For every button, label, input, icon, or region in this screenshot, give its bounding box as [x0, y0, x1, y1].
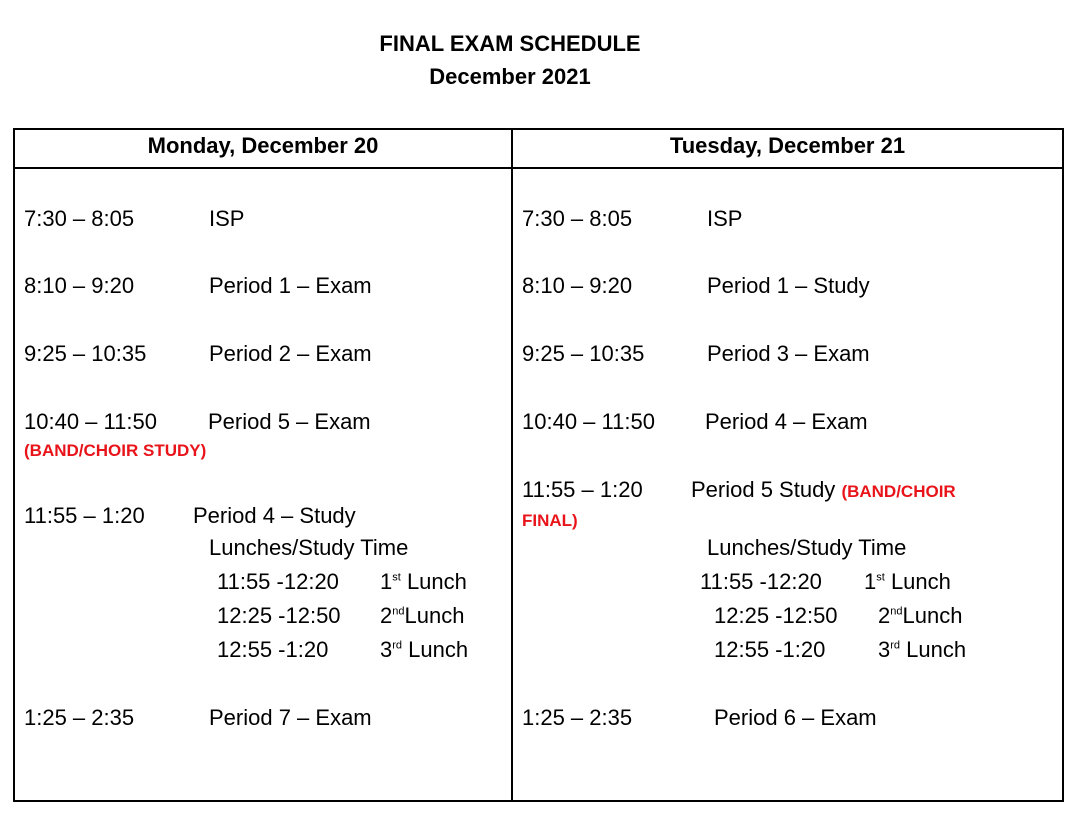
- monday-time: 11:55 – 1:20: [24, 503, 145, 528]
- monday-header: Monday, December 20: [147, 133, 379, 158]
- tuesday-period: Period 6 – Exam: [714, 705, 877, 730]
- monday-time: 9:25 – 10:35: [24, 341, 147, 366]
- header-divider: [15, 167, 1062, 169]
- monday-period: Period 7 – Exam: [209, 705, 372, 730]
- tuesday-time: 10:40 – 11:50: [522, 409, 655, 434]
- monday-time: 8:10 – 9:20: [24, 273, 135, 298]
- tuesday-period: Period 3 – Exam: [707, 341, 870, 366]
- tuesday-lunch-time: 11:55 -12:20: [700, 569, 822, 594]
- tuesday-time: 8:10 – 9:20: [522, 273, 633, 298]
- monday-lunch-time: 11:55 -12:20: [217, 569, 339, 594]
- tuesday-lunch-label: 1st Lunch: [864, 569, 951, 594]
- tuesday-time: 7:30 – 8:05: [522, 206, 633, 231]
- tuesday-lunch-time: 12:25 -12:50: [714, 603, 838, 628]
- tuesday-lunch-time: 12:55 -1:20: [714, 637, 826, 662]
- monday-lunch-label: 2ndLunch: [380, 603, 465, 628]
- monday-lunch-label: 3rd Lunch: [380, 637, 469, 662]
- monday-time: 7:30 – 8:05: [24, 206, 135, 231]
- tuesday-lunch-label: 2ndLunch: [878, 603, 963, 628]
- monday-time: 1:25 – 2:35: [24, 705, 135, 730]
- monday-band-note: (BAND/CHOIR STUDY): [24, 441, 207, 460]
- page-title: FINAL EXAM SCHEDULE: [379, 31, 641, 56]
- monday-period: Period 5 – Exam: [208, 409, 371, 434]
- column-divider: [511, 130, 513, 800]
- tuesday-time: 1:25 – 2:35: [522, 705, 633, 730]
- tuesday-time: 9:25 – 10:35: [522, 341, 645, 366]
- tuesday-time: 11:55 – 1:20: [522, 477, 643, 502]
- monday-lunch-label: 1st Lunch: [380, 569, 467, 594]
- tuesday-period: Period 1 – Study: [707, 273, 870, 298]
- monday-lunch-time: 12:25 -12:50: [217, 603, 341, 628]
- monday-period: Period 2 – Exam: [209, 341, 372, 366]
- monday-period: Period 4 – Study: [193, 503, 356, 528]
- tuesday-band-note-cont: FINAL): [522, 511, 578, 530]
- monday-lunch-heading: Lunches/Study Time: [209, 535, 409, 560]
- tuesday-period: Period 5 Study (BAND/CHOIR: [691, 477, 956, 502]
- page-subtitle: December 2021: [429, 64, 591, 89]
- tuesday-band-note: (BAND/CHOIR: [841, 482, 956, 501]
- schedule-table: [13, 128, 1064, 802]
- tuesday-period: ISP: [707, 206, 743, 231]
- tuesday-lunch-label: 3rd Lunch: [878, 637, 967, 662]
- monday-period: ISP: [209, 206, 245, 231]
- tuesday-period: Period 4 – Exam: [705, 409, 868, 434]
- tuesday-lunch-heading: Lunches/Study Time: [707, 535, 907, 560]
- monday-lunch-time: 12:55 -1:20: [217, 637, 329, 662]
- monday-time: 10:40 – 11:50: [24, 409, 157, 434]
- monday-period: Period 1 – Exam: [209, 273, 372, 298]
- tuesday-header: Tuesday, December 21: [669, 133, 906, 158]
